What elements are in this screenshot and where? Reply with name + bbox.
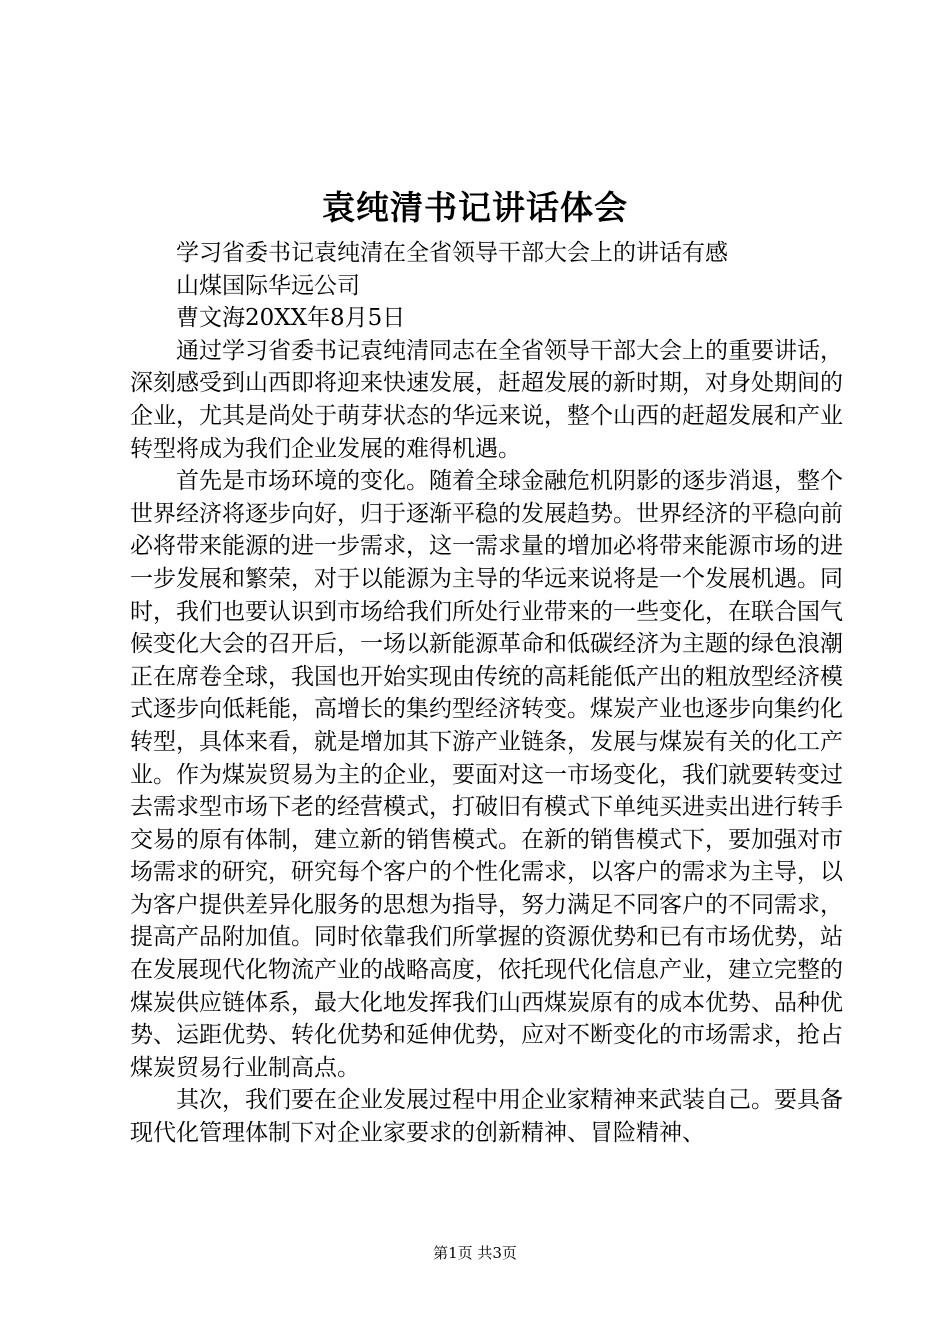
organization-line: 山煤国际华远公司: [176, 272, 360, 299]
subtitle-line: 学习省委书记袁纯清在全省领导干部大会上的讲话有感: [176, 240, 728, 266]
author-date-line: 曹文海20XX年8月5日: [176, 305, 406, 332]
body-paragraph: 其次，我们要在企业发展过程中用企业家精神来武装自己。要具备现代化管理体制下对企业家要求的创新精神、冒险精神、: [130, 1087, 843, 1147]
page-footer: 第1页 共3页: [433, 1244, 517, 1262]
document-body: [130, 237, 843, 1150]
body-paragraph: 通过学习省委书记袁纯清同志在全省领导干部大会上的重要讲话，深刻感受到山西即将迎来快速发展，赶超发展的新时期，对身处期间的企业，尤其是尚处于萌芽状态的华远来说，整个山西的赶超发展和产业转型将成为我们企业发展的难得机遇。: [130, 337, 843, 462]
document-title: 袁纯清书记讲话体会: [322, 188, 628, 227]
body-paragraph: 首先是市场环境的变化。随着全球金融危机阴影的逐步消退，整个世界经济将逐步向好，归于逐渐平稳的发展趋势。世界经济的平稳向前必将带来能源的进一步需求，这一需求量的增加必将带来能源市场的进一步发展和繁荣，对于以能源为主导的华远来说将是一个发展机遇。同时，我们也要认识到市场给我们所处行业带来的一些变化，在联合国气候变化大会的召开后，一场以新能源革命和低碳经济为主题的绿色浪潮正在席卷全球，我国也开始实现由传统的高耗能低产出的粗放型经济模式逐步向低耗能，高增长的集约型经济转变。煤炭产业也逐步向集约化转型，具体来看，就是增加其下游产业链条，发展与煤炭有关的化工产业。作为煤炭贸易为主的企业，要面对这一市场变化，我们就要转变过去需求型市场下老的经营模式，打破旧有模式下单纯买进卖出进行转手交易的原有体制，建立新的销售模式。在新的销售模式下，要加强对市场需求的研究，研究每个客户的个性化需求，以客户的需求为主导，以为客户提供差异化服务的思想为指导，努力满足不同客户的不同需求，提高产品附加值。同时依靠我们所掌握的资源优势和已有市场优势，站在发展现代化物流产业的战略高度，依托现代化信息产业，建立完整的煤炭供应链体系，最大化地发挥我们山西煤炭原有的成本优势、品种优势、运距优势、转化优势和延伸优势，应对不断变化的市场需求，抢占煤炭贸易行业制高点。: [130, 468, 843, 1081]
